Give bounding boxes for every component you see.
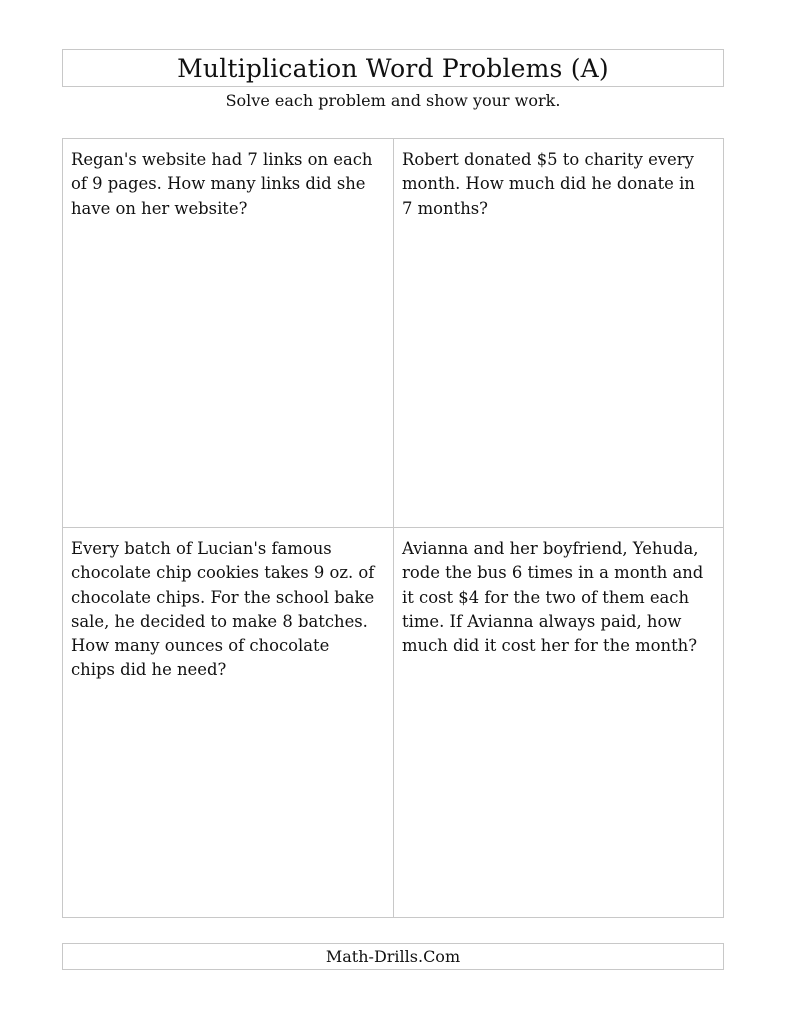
problem-grid — [62, 138, 724, 918]
problem-line: Robert donated $5 to charity every — [402, 150, 694, 169]
problem-line: chips did he need? — [71, 660, 227, 680]
problem-line: Every batch of Lucian's famous — [71, 539, 332, 558]
problem-line: have on her website? — [71, 198, 248, 218]
problem-line: rode the bus 6 times in a month and — [402, 563, 704, 583]
problem-line: How many ounces of chocolate — [71, 636, 330, 656]
problem-line: of 9 pages. How many links did she — [71, 174, 366, 194]
problem-cell-2 — [394, 139, 723, 528]
page-title: Multiplication Word Problems (A) — [177, 53, 609, 83]
problem-line: Avianna and her boyfriend, Yehuda, — [402, 539, 699, 558]
problem-line: 7 months? — [402, 198, 488, 218]
instructions: Solve each problem and show your work. — [225, 91, 561, 110]
problem-cell-1 — [63, 139, 394, 528]
problem-line: month. How much did he donate in — [402, 174, 695, 194]
title-box — [62, 49, 724, 87]
problem-line: sale, he decided to make 8 batches. — [71, 611, 368, 631]
problem-cell-4 — [394, 528, 723, 917]
problem-cell-3 — [63, 528, 394, 917]
footer-box — [62, 943, 724, 970]
problem-line: time. If Avianna always paid, how — [402, 611, 682, 631]
problem-line: it cost $4 for the two of them each — [402, 587, 690, 607]
problem-line: chocolate chips. For the school bake — [71, 587, 375, 607]
problem-line: chocolate chip cookies takes 9 oz. of — [71, 563, 375, 583]
problem-line: Regan's website had 7 links on each — [71, 150, 373, 169]
problem-line: much did it cost her for the month? — [402, 636, 698, 656]
footer-site-name: Math-Drills.Com — [325, 946, 461, 966]
